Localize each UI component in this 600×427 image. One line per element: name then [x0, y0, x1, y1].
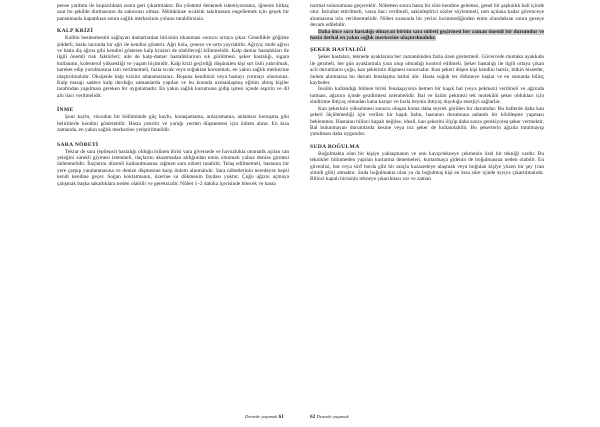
diabetes-heading: ŞEKER HASTALIĞI: [310, 47, 367, 54]
right-footer-label: Denizde yaşamak: [316, 414, 349, 419]
highlighted-warning: Daha önce sara hastalığı olmayan birisin sara nöbeti geçirmesi her zaman önemli bir durumdur ve hasta derhal en yakın sağlık merkezine ulaştırılmalıdır.: [310, 28, 544, 42]
diabetes-paragraph-2: İnsülin kullandığı bilinen birisi fenalaşıyorsa hemen bir kaşık bal (veya pekmez) verilmeli ve ağzında tutması, ağzının içinde gezdirmesi istenmelidir. Bal ve üzüm pekmezi tek molekülü şeker oldukları için sindirime ihtiyaç olmadan kana karışır ve hızla beynin ihtiyaç duyduğu enerjiyi sağlarlar.: [310, 86, 544, 106]
right-text-column: [310, 3, 544, 183]
epilepsy-heading: SARA NÖBETİ: [57, 141, 99, 148]
left-footer-label: Denizde yaşamak: [245, 414, 278, 419]
epilepsy-paragraph: Tekrar de sara (epilepsi) hastalığı olduğu bilinen birisi vara giversede ve havuzlukta otomatik açılan can yeleğini sürekli giymesi istenmeli, ilaçlarını aksatmadan aldığından emin olunmalı yalnız denize girmesi önlenmelidir. İlaçlarını düzenli kullanılmasına rağmen sara nöbeti tutabilir. Telaş edilmemeli, hastanın bir yere çarpıp yaralanmasına ve denize düşmesine karşı önlem alınmalıdır. Sara nöbetlerinin neredeyse hepsi kendi kendine geçer. Soğan koklatmanın, üzerine su dökmenin faydası yoktur. Çoğu ağzını açmaya çalışmak başka sakatlıklara neden olabilir ve gereksizdir. Nöbet 1–2 dakika içerisinde bitecek ve hasta: [57, 148, 289, 187]
diabetes-paragraph-1: Şeker hastaları, teknede ayaklarına her zamankinden fazla özen göstermeli. Güvercede muttaka ayakkabı ile gezmeli, her gün ayaklarında yara olup olmadığı kontrol edilmeli. Şeker hastalığı ile ilgili ortaya çıkan acil durumların çoğu, kan şekerinin düşmesi sonucudur. Kan şekeri düşen kişi kendini halsiz, bitkin hisseder, önlem alınmazsa bu durum fenalaşma halini alır. Hasta soğuk ter dökmeye başlar ve en sonunda bilinç kaybeder.: [310, 54, 544, 87]
left-page-footer: [245, 414, 284, 420]
diabetes-paragraph-3: Kan şekerinin yükselmesi sonucu oluşan koma daha seyrek görülen bir durumdur. Bu hallerde daha kan şekeri ölçülemediği için verilen bir kaşık balın, hastanın durumuna anlamlı bir kötüleşme yapması beklenmez. Hastanın bilinci kapalı değilse, ideali, kan şekerini ölçüp daha sonra gerekiyorsa şeker vermektir. Bal bulunmayan durumlarda kesme veya toz şeker de kullanılabilir. Bu şekerlerin ağızda tutulmayıp yutulması daha uygundur.: [310, 105, 544, 138]
left-intro-paragraph: pense yardımı ile koparılıktan sonra geri çıkartmaktır. Bu yöntemi denemek istemiyorsanız, iğnenin bitkaç saat bu şekilde durmasının da sakıncası olmaz. Mümkünse sıcaklık takılmasını engellemek için geçek bir pansumanla kapatıktan sonra sağlık merkezinin yolunu tutabilirsiniz.: [57, 3, 289, 22]
right-page-footer: [310, 414, 349, 420]
drowning-paragraph: Boğulmakta olan bir kişiye yaklaşmanın ve onu kayıp/tekneye çekmenin özel bir tekniği vardır. Bu teknikler bilinmeden yapılan kurtarma denemeleri, kurtarmaya gidenin de boğulmasına neden olabilir. En güvenlisi, bot veya sörf borda gibi bir araçla kazazedeye ulaşmak veya boğulan kişiye yüzen bir şey (can simidi gibi) atmaktır. Suda boğulmakta olan ya da boğulmuş kişi en kısa süre içinde kıyıya çıkartılmalıdır. Bilinci kapalı birisinin tekneye çıkarılması zor ve zaman: [310, 150, 544, 183]
stroke-heading: İNME: [57, 107, 74, 114]
right-intro-paragraph: normal solunumuna geçecektir. Nöbetten sonra hasta bir süre kendine gelemez, genel bir şaşkınlık hali içinde olur. İstirahat ettirilmeli, varsa ilacı verilmeli, sakinleştirici sözler söylenmeli, tam açılana kadar güvenceye alınmasına izin verilmemelidir. Nöbet sırasında bir yerini incinmediğinden emin olunduktan sonra gezeye devam edilebilir.: [310, 3, 544, 29]
highlight-paragraph: [310, 29, 544, 42]
right-page: [300, 0, 600, 427]
right-page-number: 62: [310, 414, 316, 420]
stroke-paragraph: Şuur kaybı, vücudun bir bölümünde güç kaybı, konuşamama, anlayamama, anlamsız konuşma gibi belirtilerle kendini gösterebilir. Hasta yatırılır ve yarnğı yerden düşmemesi için önlem alınır. En kısa zamanda, en yakın sağlık merkezine yetiştirilmelidir.: [57, 114, 289, 134]
heart-attack-heading: KALP KRİZİ: [57, 28, 94, 35]
left-text-column: [57, 3, 289, 187]
drowning-heading: SUDA BOĞULMA: [310, 143, 360, 150]
left-page-number: 61: [278, 414, 284, 420]
heart-attack-paragraph: Kalbin beslenmesini sağlayan damarlardan birisinin tıkanması sonucu ortaya çıkar. Genellikle göğüste şiddetli, baskı tarzında bir ağrı ile kendini gösterir. Ağrı kola, çeneye ve sırta yayılabilir. Ağrıya; mide ağrısı ve hatta diş ağrısı gibi kendini gösteren kalp krizleri de olabileceği bilinmelidir. Kalp damar hastalıkları ile ilgili önemli risk faktörleri; aile de kalp-damar hastalıklarının sık görülmesi, şeker hastalığı, sigara kullanımı, kolesterol yüksekliği ve yaşam biçimidir. Kalp krizi geçirdiği düşünülen kişi sırt üstü yatırılmalı, hareket edip yorulmasına izin verilmemeli, fazla sıcak veya soğuktan korunmalı, en yakın sağlık merkezine ulaştırılmalıdır. Oksijenle kalp krizini atlatamazsınız. Boşuna kendinizi veya hastayı yormayı olursunuz. Kalp masajı sadece kalp durduğu zamanlarda yapılan ve bu konuda uzmanlaşmış eğitim almış kişiler tarafından yapılması gereken bir uygulamadır. En yakın sağlık kurumuna gidip işitesi içinde aspirin ve dil altı ilacı verilmelidir.: [57, 35, 289, 99]
